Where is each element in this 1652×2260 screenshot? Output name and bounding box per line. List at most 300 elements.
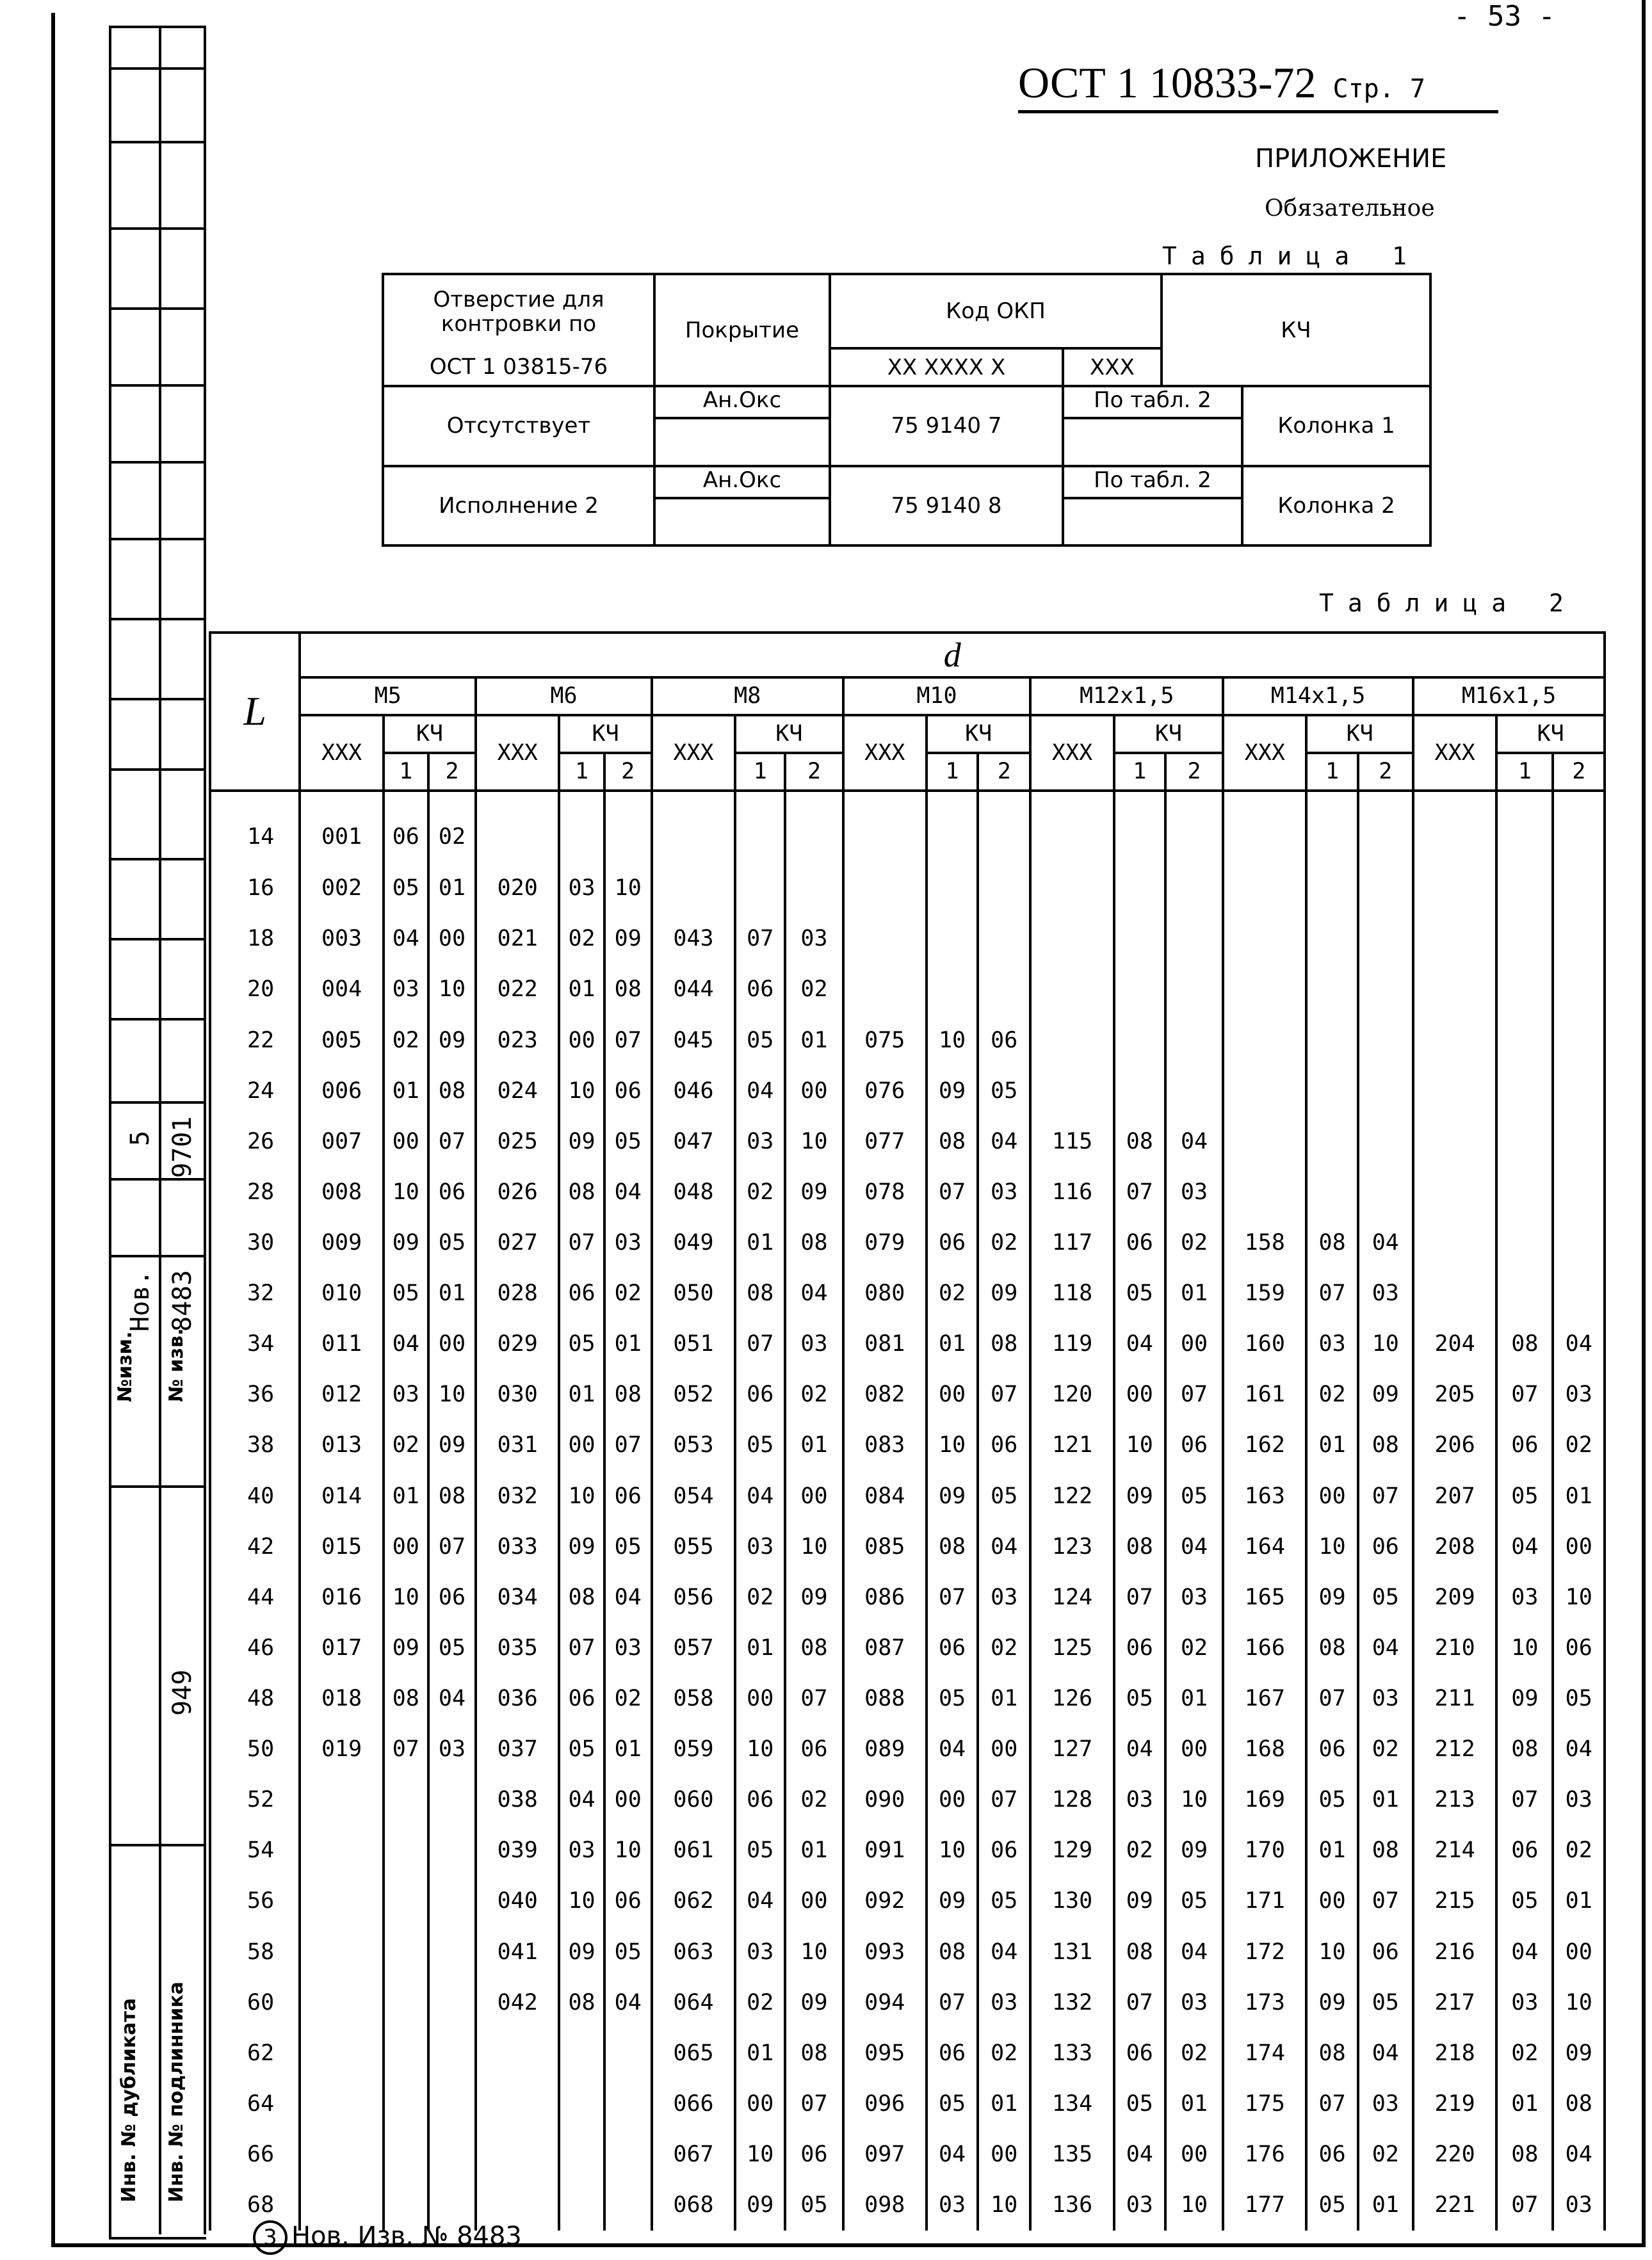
frame-left-border	[51, 13, 55, 2247]
t2-length-cell: 62	[210, 2028, 300, 2078]
t2-value-cell	[428, 1775, 476, 1825]
t2-value-cell: 049	[652, 1217, 735, 1268]
t2-value-cell: 07	[559, 1217, 604, 1268]
t2-value-cell: 08	[428, 1065, 476, 1116]
t2-header-length: L	[210, 633, 300, 791]
t2-value-cell: 03	[604, 1622, 652, 1673]
t2-value-cell: 01	[1165, 2078, 1223, 2129]
t2-value-cell: 01	[735, 2028, 785, 2078]
t2-value-cell: 10	[1553, 1572, 1605, 1622]
t2-value-cell: 05	[785, 2180, 843, 2231]
t2-value-cell: 06	[978, 1015, 1030, 1065]
t2-value-cell	[384, 1926, 428, 1977]
frame-right-border	[1642, 0, 1646, 2247]
t2-value-cell: 08	[428, 1471, 476, 1521]
stamp-divider	[159, 26, 161, 2234]
t2-value-cell: 015	[300, 1521, 383, 1572]
t2-value-cell: 08	[785, 1217, 843, 1268]
t2-value-cell: 01	[1553, 1876, 1605, 1926]
t2-value-cell: 02	[1358, 1724, 1413, 1775]
t2-value-cell: 09	[384, 1217, 428, 1268]
t2-value-cell: 02	[785, 1775, 843, 1825]
t2-value-cell: 075	[843, 1015, 927, 1065]
t2-value-cell: 10	[1114, 1420, 1165, 1471]
t2-value-cell: 06	[785, 1724, 843, 1775]
t2-value-cell	[384, 2078, 428, 2129]
t2-value-cell: 07	[735, 1319, 785, 1369]
t2-value-cell: 09	[384, 1622, 428, 1673]
t2-value-cell: 02	[785, 1369, 843, 1420]
t2-value-cell: 00	[559, 1015, 604, 1065]
t2-value-cell: 01	[1496, 2078, 1553, 2129]
t2-value-cell: 04	[384, 914, 428, 964]
t2-value-cell	[300, 1825, 383, 1876]
t2-value-cell: 07	[927, 1572, 978, 1622]
t1-row1-coating: Ан.Окс	[654, 386, 830, 465]
t2-value-cell: 02	[978, 1217, 1030, 1268]
stamp-row-line	[109, 1844, 206, 1846]
t2-kch-header: КЧ	[384, 715, 476, 753]
t2-value-cell: 042	[476, 1977, 559, 2028]
t2-value-cell: 061	[652, 1825, 735, 1876]
t2-value-cell	[1358, 1166, 1413, 1217]
t2-value-cell	[1496, 791, 1553, 863]
t2-value-cell: 118	[1030, 1268, 1113, 1319]
t2-value-cell: 117	[1030, 1217, 1113, 1268]
t2-value-cell	[1306, 1166, 1357, 1217]
t2-value-cell: 06	[1553, 1622, 1605, 1673]
t2-xxx-header: XXX	[1223, 715, 1306, 791]
t2-value-cell: 04	[1165, 1926, 1223, 1977]
t2-value-cell	[843, 791, 927, 863]
t2-value-cell: 00	[927, 1775, 978, 1825]
table-row	[210, 1673, 1605, 1723]
t2-value-cell: 00	[1553, 1926, 1605, 1977]
t2-value-cell: 174	[1223, 2028, 1306, 2078]
t2-value-cell: 09	[1165, 1825, 1223, 1876]
t2-value-cell	[927, 863, 978, 914]
t2-value-cell	[652, 863, 735, 914]
t2-length-cell: 34	[210, 1319, 300, 1369]
t2-value-cell	[1223, 964, 1306, 1015]
t2-value-cell: 00	[785, 1065, 843, 1116]
t2-value-cell: 02	[735, 1572, 785, 1622]
t2-value-cell: 09	[1114, 1876, 1165, 1926]
t2-value-cell: 10	[1306, 1521, 1357, 1572]
t2-value-cell: 04	[927, 1724, 978, 1775]
t2-length-cell: 24	[210, 1065, 300, 1116]
t2-value-cell	[927, 791, 978, 863]
t2-value-cell	[604, 791, 652, 863]
t2-value-cell: 01	[1306, 1420, 1357, 1471]
t2-value-cell: 05	[1114, 1268, 1165, 1319]
t2-value-cell: 03	[785, 1319, 843, 1369]
t2-value-cell: 05	[1165, 1471, 1223, 1521]
t2-value-cell: 07	[1496, 2180, 1553, 2231]
t2-value-cell: 10	[927, 1825, 978, 1876]
t2-value-cell: 02	[604, 1268, 652, 1319]
t2-value-cell: 06	[978, 1420, 1030, 1471]
t2-value-cell	[428, 2028, 476, 2078]
t2-value-cell	[428, 1977, 476, 2028]
stamp-row-line	[109, 698, 206, 700]
t2-value-cell: 022	[476, 964, 559, 1015]
t2-value-cell: 05	[428, 1622, 476, 1673]
t2-value-cell: 133	[1030, 2028, 1113, 2078]
t2-value-cell: 05	[1165, 1876, 1223, 1926]
t2-value-cell: 05	[735, 1015, 785, 1065]
t2-value-cell: 00	[604, 1775, 652, 1825]
stamp-izm-label: №изм.	[114, 1331, 136, 1402]
t2-value-cell: 028	[476, 1268, 559, 1319]
t2-value-cell: 08	[1358, 1825, 1413, 1876]
table-row	[210, 1926, 1605, 1977]
t2-value-cell	[428, 2129, 476, 2179]
t2-value-cell: 03	[978, 1977, 1030, 2028]
t2-value-cell	[1306, 964, 1357, 1015]
t2-value-cell	[927, 964, 978, 1015]
t2-value-cell: 04	[1553, 1724, 1605, 1775]
t2-value-cell	[1358, 791, 1413, 863]
t2-value-cell	[1165, 914, 1223, 964]
t2-value-cell: 06	[384, 791, 428, 863]
t2-value-cell	[559, 2180, 604, 2231]
t2-value-cell: 122	[1030, 1471, 1113, 1521]
t2-value-cell: 06	[1165, 1420, 1223, 1471]
t2-value-cell: 00	[978, 1724, 1030, 1775]
table2	[209, 631, 1606, 2231]
t2-value-cell: 08	[1496, 1319, 1553, 1369]
t2-value-cell: 10	[1306, 1926, 1357, 1977]
table-row	[210, 1065, 1605, 1116]
t2-value-cell: 216	[1413, 1926, 1496, 1977]
t2-value-cell	[1496, 1217, 1553, 1268]
t2-value-cell: 00	[1306, 1876, 1357, 1926]
table-row	[210, 1825, 1605, 1876]
stamp-izm-value: Нов.	[126, 1270, 155, 1332]
t2-value-cell: 08	[1496, 2129, 1553, 2179]
t2-value-cell: 06	[1496, 1420, 1553, 1471]
t2-value-cell: 163	[1223, 1471, 1306, 1521]
t2-value-cell: 05	[559, 1319, 604, 1369]
t2-value-cell	[843, 964, 927, 1015]
t2-value-cell: 03	[559, 1825, 604, 1876]
table-row	[210, 2028, 1605, 2078]
t2-header-diameter: d	[300, 633, 1605, 677]
t2-value-cell	[559, 791, 604, 863]
t2-value-cell	[1306, 1015, 1357, 1065]
t2-value-cell: 04	[1553, 1319, 1605, 1369]
stamp-row-line	[109, 938, 206, 940]
stamp-row-line	[109, 768, 206, 771]
t2-value-cell	[1413, 1268, 1496, 1319]
t2-value-cell: 128	[1030, 1775, 1113, 1825]
stamp-original-label: Инв. № подлинника	[165, 1982, 188, 2202]
t2-value-cell: 10	[1553, 1977, 1605, 2028]
t2-length-cell: 44	[210, 1572, 300, 1622]
t2-value-cell: 134	[1030, 2078, 1113, 2129]
t2-value-cell: 016	[300, 1572, 383, 1622]
t2-value-cell	[1165, 863, 1223, 914]
t2-value-cell: 07	[927, 1977, 978, 2028]
t2-value-cell: 097	[843, 2129, 927, 2179]
t2-value-cell: 09	[785, 1977, 843, 2028]
t2-value-cell: 06	[927, 2028, 978, 2078]
t2-value-cell: 02	[384, 1420, 428, 1471]
t2-value-cell: 04	[1114, 2129, 1165, 2179]
t2-value-cell: 029	[476, 1319, 559, 1369]
t2-value-cell: 098	[843, 2180, 927, 2231]
t2-column-number: 2	[1358, 753, 1413, 791]
t2-value-cell	[1030, 964, 1113, 1015]
t2-value-cell: 03	[1165, 1572, 1223, 1622]
t2-value-cell: 040	[476, 1876, 559, 1926]
t2-value-cell: 00	[785, 1876, 843, 1926]
t2-value-cell: 01	[1553, 1471, 1605, 1521]
t2-value-cell: 063	[652, 1926, 735, 1977]
t2-column-number: 1	[1114, 753, 1165, 791]
t2-value-cell: 09	[978, 1268, 1030, 1319]
t2-value-cell	[785, 791, 843, 863]
t2-value-cell: 08	[559, 1977, 604, 2028]
t2-value-cell	[1306, 863, 1357, 914]
table-row	[210, 1876, 1605, 1926]
t2-value-cell: 02	[559, 914, 604, 964]
t2-value-cell: 02	[428, 791, 476, 863]
t2-value-cell: 048	[652, 1166, 735, 1217]
t2-value-cell: 129	[1030, 1825, 1113, 1876]
t2-value-cell: 04	[978, 1521, 1030, 1572]
t2-value-cell: 04	[735, 1876, 785, 1926]
table2-caption: Таблица 2	[1319, 589, 1578, 617]
t2-value-cell: 125	[1030, 1622, 1113, 1673]
t2-value-cell: 08	[1114, 1116, 1165, 1166]
t2-value-cell	[384, 2129, 428, 2179]
t2-value-cell: 017	[300, 1622, 383, 1673]
stamp-row-line	[109, 307, 206, 310]
t2-value-cell: 06	[604, 1065, 652, 1116]
stamp-row-line	[109, 1485, 206, 1488]
table-row	[210, 1015, 1605, 1065]
t2-value-cell	[300, 1876, 383, 1926]
t2-value-cell: 066	[652, 2078, 735, 2129]
table-row	[210, 1572, 1605, 1622]
table-row	[210, 1471, 1605, 1521]
t2-value-cell: 09	[559, 1116, 604, 1166]
t2-length-cell: 68	[210, 2180, 300, 2231]
t2-value-cell: 160	[1223, 1319, 1306, 1369]
t2-value-cell: 03	[384, 964, 428, 1015]
t2-value-cell	[1306, 914, 1357, 964]
t2-value-cell: 07	[1114, 1166, 1165, 1217]
t2-value-cell: 01	[785, 1825, 843, 1876]
t2-value-cell	[1413, 1065, 1496, 1116]
t2-value-cell	[1306, 1116, 1357, 1166]
t2-value-cell: 213	[1413, 1775, 1496, 1825]
document-id-underline	[1018, 110, 1498, 113]
t1-row1-hole: Отсутствует	[383, 386, 654, 465]
t2-value-cell: 02	[1358, 2129, 1413, 2179]
table-row	[210, 1724, 1605, 1775]
t2-value-cell: 04	[1496, 1926, 1553, 1977]
t2-length-cell: 36	[210, 1369, 300, 1420]
t2-value-cell: 04	[604, 1166, 652, 1217]
revision-circle-number: 3	[253, 2220, 287, 2255]
t2-value-cell: 02	[1165, 1217, 1223, 1268]
t2-kch-header: КЧ	[1114, 715, 1223, 753]
document-id	[1018, 58, 1425, 108]
t2-value-cell: 07	[785, 2078, 843, 2129]
t2-value-cell: 210	[1413, 1622, 1496, 1673]
t2-value-cell: 034	[476, 1572, 559, 1622]
t2-value-cell	[559, 2078, 604, 2129]
table-row	[210, 2078, 1605, 2129]
t2-value-cell: 09	[604, 914, 652, 964]
t2-value-cell: 043	[652, 914, 735, 964]
t2-value-cell	[1413, 863, 1496, 914]
t2-value-cell: 059	[652, 1724, 735, 1775]
t2-value-cell	[559, 2129, 604, 2179]
t2-value-cell	[604, 2078, 652, 2129]
t2-value-cell: 024	[476, 1065, 559, 1116]
t2-value-cell: 08	[1114, 1926, 1165, 1977]
t2-value-cell: 09	[1306, 1977, 1357, 2028]
t2-value-cell: 205	[1413, 1369, 1496, 1420]
t2-length-cell: 40	[210, 1471, 300, 1521]
appendix-title: ПРИЛОЖЕНИЕ	[1255, 144, 1447, 174]
t2-value-cell	[1496, 863, 1553, 914]
stamp-izm-number: 5	[126, 1130, 155, 1146]
t2-value-cell	[735, 791, 785, 863]
t2-value-cell: 00	[735, 2078, 785, 2129]
t2-value-cell: 10	[927, 1420, 978, 1471]
t2-value-cell: 10	[604, 863, 652, 914]
t2-value-cell	[1496, 1116, 1553, 1166]
t2-value-cell: 077	[843, 1116, 927, 1166]
t2-value-cell	[1358, 914, 1413, 964]
page-number: - 53 -	[1454, 0, 1555, 33]
t2-value-cell: 10	[1165, 1775, 1223, 1825]
t2-size-header: M14x1,5	[1223, 677, 1413, 715]
t2-value-cell: 123	[1030, 1521, 1113, 1572]
t2-value-cell: 080	[843, 1268, 927, 1319]
t2-value-cell: 159	[1223, 1268, 1306, 1319]
t2-value-cell: 08	[384, 1673, 428, 1723]
t2-value-cell: 039	[476, 1825, 559, 1876]
t2-value-cell: 120	[1030, 1369, 1113, 1420]
t2-value-cell: 136	[1030, 2180, 1113, 2231]
t2-value-cell: 062	[652, 1876, 735, 1926]
t2-length-cell: 42	[210, 1521, 300, 1572]
t2-xxx-header: XXX	[1030, 715, 1113, 791]
t2-value-cell: 10	[927, 1015, 978, 1065]
t2-value-cell: 04	[559, 1775, 604, 1825]
t2-value-cell: 162	[1223, 1420, 1306, 1471]
t2-value-cell	[604, 2028, 652, 2078]
t2-value-cell: 158	[1223, 1217, 1306, 1268]
t2-value-cell	[1030, 863, 1113, 914]
t2-value-cell: 083	[843, 1420, 927, 1471]
t2-value-cell: 058	[652, 1673, 735, 1723]
stamp-row-line	[109, 227, 206, 230]
t2-kch-header: КЧ	[1496, 715, 1605, 753]
t2-value-cell: 175	[1223, 2078, 1306, 2129]
t2-value-cell: 086	[843, 1572, 927, 1622]
document-code: ОСТ 1 10833-72	[1018, 58, 1316, 107]
t2-value-cell: 052	[652, 1369, 735, 1420]
t2-value-cell: 05	[978, 1471, 1030, 1521]
t2-value-cell: 08	[604, 964, 652, 1015]
t2-value-cell: 05	[1358, 1977, 1413, 2028]
t1-header-hole-std: ОСТ 1 03815-76	[383, 348, 654, 386]
t2-value-cell: 01	[428, 1268, 476, 1319]
t2-value-cell: 09	[1358, 1369, 1413, 1420]
t2-value-cell: 02	[1306, 1369, 1357, 1420]
table-row	[210, 914, 1605, 964]
t2-value-cell: 06	[927, 1622, 978, 1673]
t2-value-cell: 02	[1553, 1825, 1605, 1876]
t2-value-cell: 009	[300, 1217, 383, 1268]
t2-value-cell: 127	[1030, 1724, 1113, 1775]
t2-value-cell: 085	[843, 1521, 927, 1572]
t2-value-cell: 119	[1030, 1319, 1113, 1369]
t2-value-cell: 209	[1413, 1572, 1496, 1622]
t2-value-cell: 019	[300, 1724, 383, 1775]
t2-value-cell: 05	[1306, 1775, 1357, 1825]
t2-value-cell: 087	[843, 1622, 927, 1673]
t2-value-cell	[1306, 1065, 1357, 1116]
t2-value-cell: 03	[1114, 2180, 1165, 2231]
t2-value-cell: 10	[735, 2129, 785, 2179]
t2-value-cell	[1114, 1065, 1165, 1116]
t2-length-cell: 46	[210, 1622, 300, 1673]
stamp-row-line	[109, 67, 206, 70]
t2-value-cell: 01	[785, 1420, 843, 1471]
t2-column-number: 2	[604, 753, 652, 791]
table-row	[210, 1319, 1605, 1369]
t2-value-cell: 121	[1030, 1420, 1113, 1471]
t2-value-cell: 03	[735, 1926, 785, 1977]
t2-value-cell: 06	[559, 1673, 604, 1723]
t2-value-cell: 03	[384, 1369, 428, 1420]
t2-value-cell: 064	[652, 1977, 735, 2028]
t2-value-cell	[1165, 1015, 1223, 1065]
stamp-row-line	[109, 858, 206, 860]
t2-value-cell	[1413, 1116, 1496, 1166]
t2-length-cell: 54	[210, 1825, 300, 1876]
t2-length-cell: 16	[210, 863, 300, 914]
t2-value-cell: 06	[735, 964, 785, 1015]
table-row	[210, 1217, 1605, 1268]
t2-column-number: 2	[978, 753, 1030, 791]
t2-value-cell: 010	[300, 1268, 383, 1319]
t2-column-number: 1	[559, 753, 604, 791]
t2-value-cell: 04	[1165, 1116, 1223, 1166]
t2-value-cell	[1223, 1015, 1306, 1065]
revision-note	[253, 2220, 522, 2255]
t1-row1-xxx: По табл. 2	[1063, 386, 1242, 465]
t2-column-number: 2	[785, 753, 843, 791]
t2-value-cell: 088	[843, 1673, 927, 1723]
t2-value-cell: 011	[300, 1319, 383, 1369]
t2-value-cell: 08	[1358, 1420, 1413, 1471]
t2-value-cell: 081	[843, 1319, 927, 1369]
t2-value-cell	[1358, 863, 1413, 914]
t2-length-cell: 32	[210, 1268, 300, 1319]
t2-size-header: M10	[843, 677, 1031, 715]
t2-value-cell	[1496, 1268, 1553, 1319]
t2-value-cell: 06	[604, 1471, 652, 1521]
